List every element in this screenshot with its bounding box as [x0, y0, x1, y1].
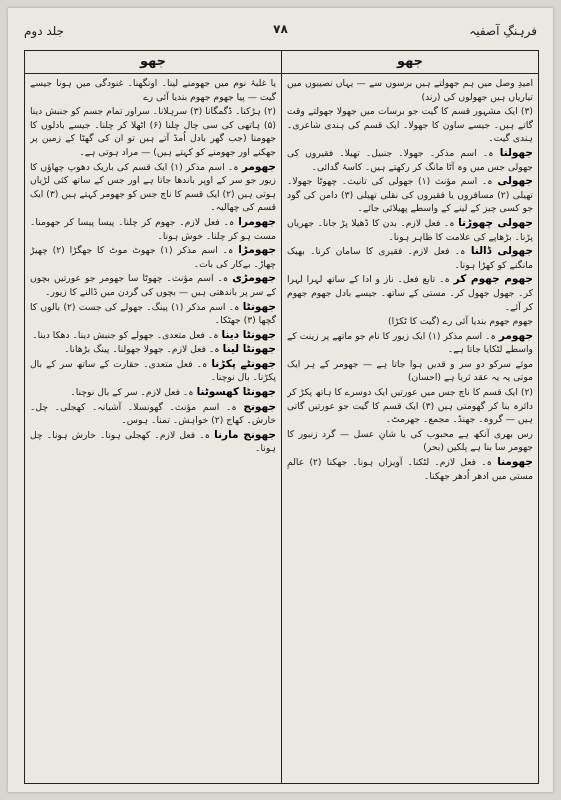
entry-text: امیدِ وصل میں ہم جھولتے ہیں برسوں سے — یہاں نصیبوں میں تیاریاں ہیں جھولوں کی (رند) — [287, 78, 533, 103]
dictionary-page — [8, 8, 553, 792]
dictionary-entry — [30, 329, 276, 343]
entry-text: ہ۔ اسم مذکر (۱) پینگ۔ جھولے کی جست (۲) بالوں کا گچھا (۳) جھٹکا۔ — [30, 301, 276, 327]
entry-text: موئے سرکو دو سر و قدیں ہوا جاتا ہے — جھومر کے ہر ایک موتی پہ یہ عقد ثریا ہے (احسان) — [287, 358, 533, 384]
entry-headword: جھولی ڈالنا — [470, 245, 533, 258]
entry-text: ہ۔ فعل لازم۔ کھجلی ہونا۔ خارش ہونا۔ چل ہونا۔ — [30, 429, 276, 455]
column-divider — [281, 51, 282, 783]
dictionary-entry — [287, 273, 533, 314]
dictionary-entry — [30, 301, 276, 328]
entry-text: ہ۔ اسم مؤنث۔ گھونسلا۔ آشیانہ۔ کھجلی۔ چل۔ خارش۔ کھاج (۲) خواہش۔ تمنا۔ ہوس۔ — [30, 401, 276, 427]
entry-text: ہ۔ فعل لازم۔ جھولا جھولنا۔ پینگ بڑھانا۔ — [64, 344, 220, 356]
entry-headword: جھولنا — [499, 146, 533, 159]
right-column — [287, 77, 533, 777]
entry-headword: جھوم جھوم کر — [453, 273, 533, 286]
entry-text: ہ۔ اسم مذکر (۱) ایک قسم کی باریک دھوپ چھاؤں کا زیور جو سر کے اوپر باندھا جاتا ہے اور جس کے ساتھ کئی لڑیاں ہوتی ہیں (۲) ایک قسم کا ناچ جس کو جھومر کہتے ہیں (۳) ایک قسم کی چھالیہ۔ — [30, 161, 276, 214]
dictionary-entry — [30, 77, 276, 104]
dictionary-entry — [287, 175, 533, 216]
entry-headword: جھونج مارنا — [214, 428, 276, 441]
entry-text: ہ۔ فعل لازم۔ فقیری کا سامان کرنا۔ بھیک مانگنے کو کھڑا ہونا۔ — [287, 246, 533, 271]
entry-headword: جھولی چھوڑنا — [458, 216, 533, 229]
dictionary-entry — [287, 358, 533, 385]
entry-headword: جھونٹے پکڑنا — [211, 357, 276, 370]
entry-headword: جھومر — [498, 329, 533, 342]
entry-text: ہ۔ اسم مذکر۔ جھولا۔ جنبیل۔ تھیلا۔ فقیروں کی جھولی جس میں وہ آٹا مانگ کر رکھتے ہیں۔ کاسۂ گدائی۔ — [287, 147, 533, 173]
dictionary-entry — [30, 161, 276, 215]
entry-headword: جھونج — [243, 400, 276, 413]
entry-text: ہ۔ اسم مذکر (۱) ایک زیور کا نام جو ماتھے پر زینت کے واسطے لٹکایا جاتا ہے۔ — [287, 330, 533, 356]
dictionary-entry — [30, 401, 276, 428]
entry-text: ہ۔ اسم مذکر (۱) جھوٹ موٹ کا جھگڑا (۲) چھیڑ چھاڑ۔ بےکار کی بات۔ — [30, 245, 276, 270]
dictionary-entry — [287, 245, 533, 272]
entry-headword: جھومڑی — [232, 272, 276, 285]
entry-text: یا غلبۂ نوم میں جھومنے لینا۔ اونگھنا۔ غنودگی میں ہونا جیسے گیت — پیا جھوم جھوم بندیا آئی رے — [30, 78, 276, 103]
entry-headword: جھونٹا کھسوٹنا — [196, 386, 276, 399]
entry-headword: جھومرا — [238, 215, 276, 228]
book-title: فرہنگِ آصفیہ — [469, 24, 537, 38]
page-header — [18, 20, 543, 42]
entry-text: ہ۔ فعل لازم۔ جھوم کر چلنا۔ پیسا پیسا کر جھومنا۔ مست ہو کر چلنا۔ خوش ہونا۔ — [30, 216, 276, 242]
entry-text: (۳) ایک مشہور قسم کا گیت جو برسات میں جھولا جھولتے وقت گاتے ہیں۔ جیسے ساون کا جھولا۔ ایک قسم کی ہندی شاعری۔ ہندی گیت۔ — [287, 106, 533, 145]
content-frame — [24, 50, 539, 784]
dictionary-entry — [287, 315, 533, 329]
entry-text: ہ۔ فعل متعدی۔ جھولے کو جنبش دینا۔ دھکا دینا۔ — [32, 329, 219, 341]
dictionary-entry — [287, 105, 533, 146]
left-column — [30, 77, 276, 777]
right-column-heading: جھو — [282, 51, 538, 74]
dictionary-entry — [30, 386, 276, 400]
entry-headword: جھومنا — [497, 456, 533, 469]
entry-headword: جھولی — [497, 175, 533, 188]
dictionary-entry — [287, 147, 533, 174]
entry-headword: جھونٹا دینا — [221, 328, 276, 341]
entry-headword: جھونٹا — [242, 300, 276, 313]
entry-text: ہ۔ فعل لازم۔ لٹکنا۔ آویزاں ہونا۔ جھکنا (۲) عالمِ مستی میں ادھر اُدھر جھکنا۔ — [287, 457, 533, 482]
entry-text: رس بھری آنکھ ہے محبوب کی یا شانِ عسل — گرد زنبور کا جھومر سا بنا ہے پلکیں (بحر) — [287, 428, 533, 454]
entry-headword: جھومڑا — [238, 244, 276, 257]
dictionary-entry — [30, 429, 276, 456]
entry-text: (۲) ہڑکنا۔ ڈگمگانا (۳) سرہلانا۔ سراور تمام جسم کو جنبش دینا (۵) ہاتھی کی سی چال چلنا (۶) اٹھلا کر چلنا۔ جیسے بادلوں کا جھومنا (جب گھر بادل اُمڈ آتے ہیں تو ان کی گھٹا کے زمین پر جھکنے اور جھومنے کو کہتے ہیں) — مراد ہوتی ہے۔ — [30, 106, 276, 158]
dictionary-entry — [287, 330, 533, 357]
dictionary-entry — [30, 105, 276, 159]
left-column-heading: جھو — [25, 51, 281, 74]
entry-text: جھوم جھوم بندیا آئی رے (گیت کا ٹکڑا) — [388, 316, 533, 328]
dictionary-entry — [287, 386, 533, 427]
page-number: ۷۸ — [273, 22, 288, 36]
entry-text: ہ۔ فعل متعدی۔ حقارت کے ساتھ سر کے بال پکڑنا۔ بال نوچنا۔ — [30, 358, 276, 384]
dictionary-entry — [30, 216, 276, 243]
dictionary-entry — [287, 217, 533, 244]
entry-text: ہ۔ اسم مؤنث (۱) جھولی کی تانیث۔ چھوٹا جھولا۔ تھیلی (۲) مسافروں یا فقیروں کی نقلی تھیلی (۳) دامن کی گود جو کسی چیز کے لینے کے واسطے پھیلائی جائے۔ — [287, 176, 533, 215]
dictionary-entry — [30, 244, 276, 271]
entry-text: ہ۔ فعل لازم۔ سر کے بال نوچنا۔ — [70, 387, 194, 399]
dictionary-entry — [287, 428, 533, 455]
entry-text: ہ۔ تابع فعل۔ ناز و ادا کے ساتھ لہرا لہرا کر۔ جھول جھول کر۔ مستی کے ساتھ۔ جیسے بادل جھوم جھوم کر آئے۔ — [287, 274, 533, 313]
dictionary-entry — [30, 272, 276, 299]
entry-text: ہ۔ فعل لازم۔ بدن کا ڈھیلا پڑ جانا۔ جھریاں پڑنا۔ بڑھاپے کی علامت کا ظاہر ہونا۔ — [287, 217, 533, 243]
dictionary-entry — [287, 456, 533, 483]
dictionary-entry — [30, 343, 276, 357]
dictionary-entry — [287, 77, 533, 104]
entry-headword: جھومر — [241, 160, 276, 173]
dictionary-entry — [30, 358, 276, 385]
entry-text: ہ۔ اسم مؤنث۔ چھوٹا سا جھومر جو عورتیں بچوں کے سر پر باندھتی ہیں — بچوں کی گردن میں ڈالنے کا زیور۔ — [30, 273, 276, 298]
entry-text: (۲) ایک قسم کا ناچ جس میں عورتیں ایک دوسرے کا ہاتھ پکڑ کر دائرہ بنا کر گھومتی ہیں (۳) ایک قسم کا گیت جو عورتیں گاتی ہیں — گروہ۔ جھنڈ۔ مجمع۔ جھرمٹ۔ — [287, 387, 533, 426]
entry-headword: جھونٹا لینا — [222, 343, 276, 356]
volume-label: جلد دوم — [24, 24, 65, 38]
